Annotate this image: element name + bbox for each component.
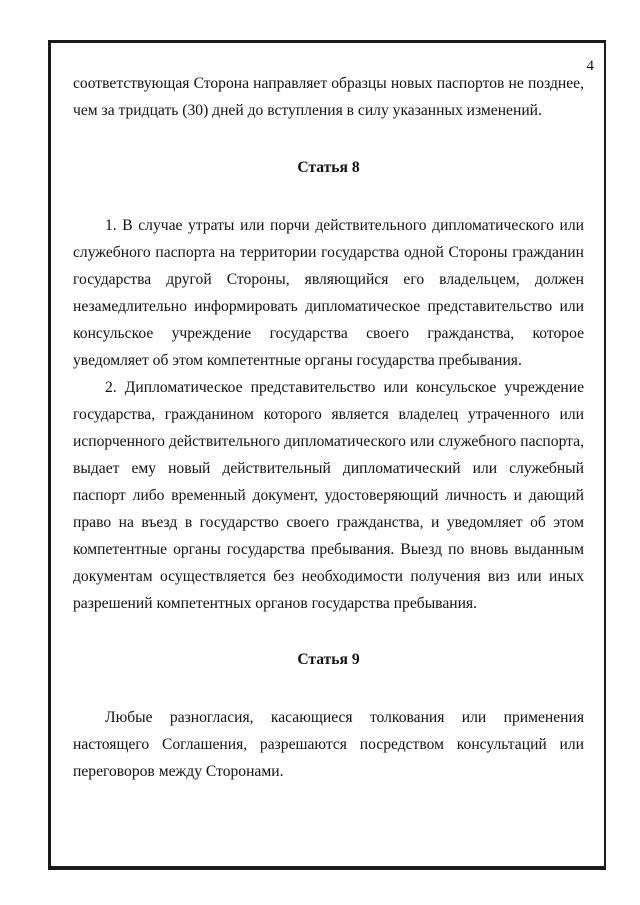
article-8-paragraph-2: 2. Дипломатическое представительство или консульское учреждение государства, гражданином которого является владелец утраченного или испорченного действительного дипломатического или служебного паспорта, выдает ему новый действительный дипломатический или служебный паспорт либо временный документ, удостоверяющий личность и дающий право на въезд в государство своего гражданства, и уведомляет об этом компетентные органы государства пребывания. Выезд по вновь выданным документам осуществляется без необходимости получения виз или иных разрешений компетентных органов государства пребывания. xyxy=(73,379,584,612)
article-8-heading: Статья 8 xyxy=(297,159,360,176)
document-body xyxy=(73,70,584,785)
intro-paragraph: соответствующая Сторона направляет образцы новых паспортов не позднее, чем за тридцать (30) дней до вступления в силу указанных изменений. xyxy=(73,75,584,119)
article-9-heading: Статья 9 xyxy=(297,651,360,668)
page-number: 4 xyxy=(586,58,594,74)
article-8-paragraph-1: 1. В случае утраты или порчи действительного дипломатического или служебного паспорта на территории государства одной Стороны гражданин государства другой Стороны, являющийся его владельцем, должен незамедлительно информировать дипломатическое представительство или консульское учреждение государства своего гражданства, которое уведомляет об этом компетентные органы государства пребывания. xyxy=(73,217,584,369)
article-9-paragraph-1: Любые разногласия, касающиеся толкования или применения настоящего Соглашения, разрешаются посредством консультаций или переговоров между Сторонами. xyxy=(73,709,584,780)
